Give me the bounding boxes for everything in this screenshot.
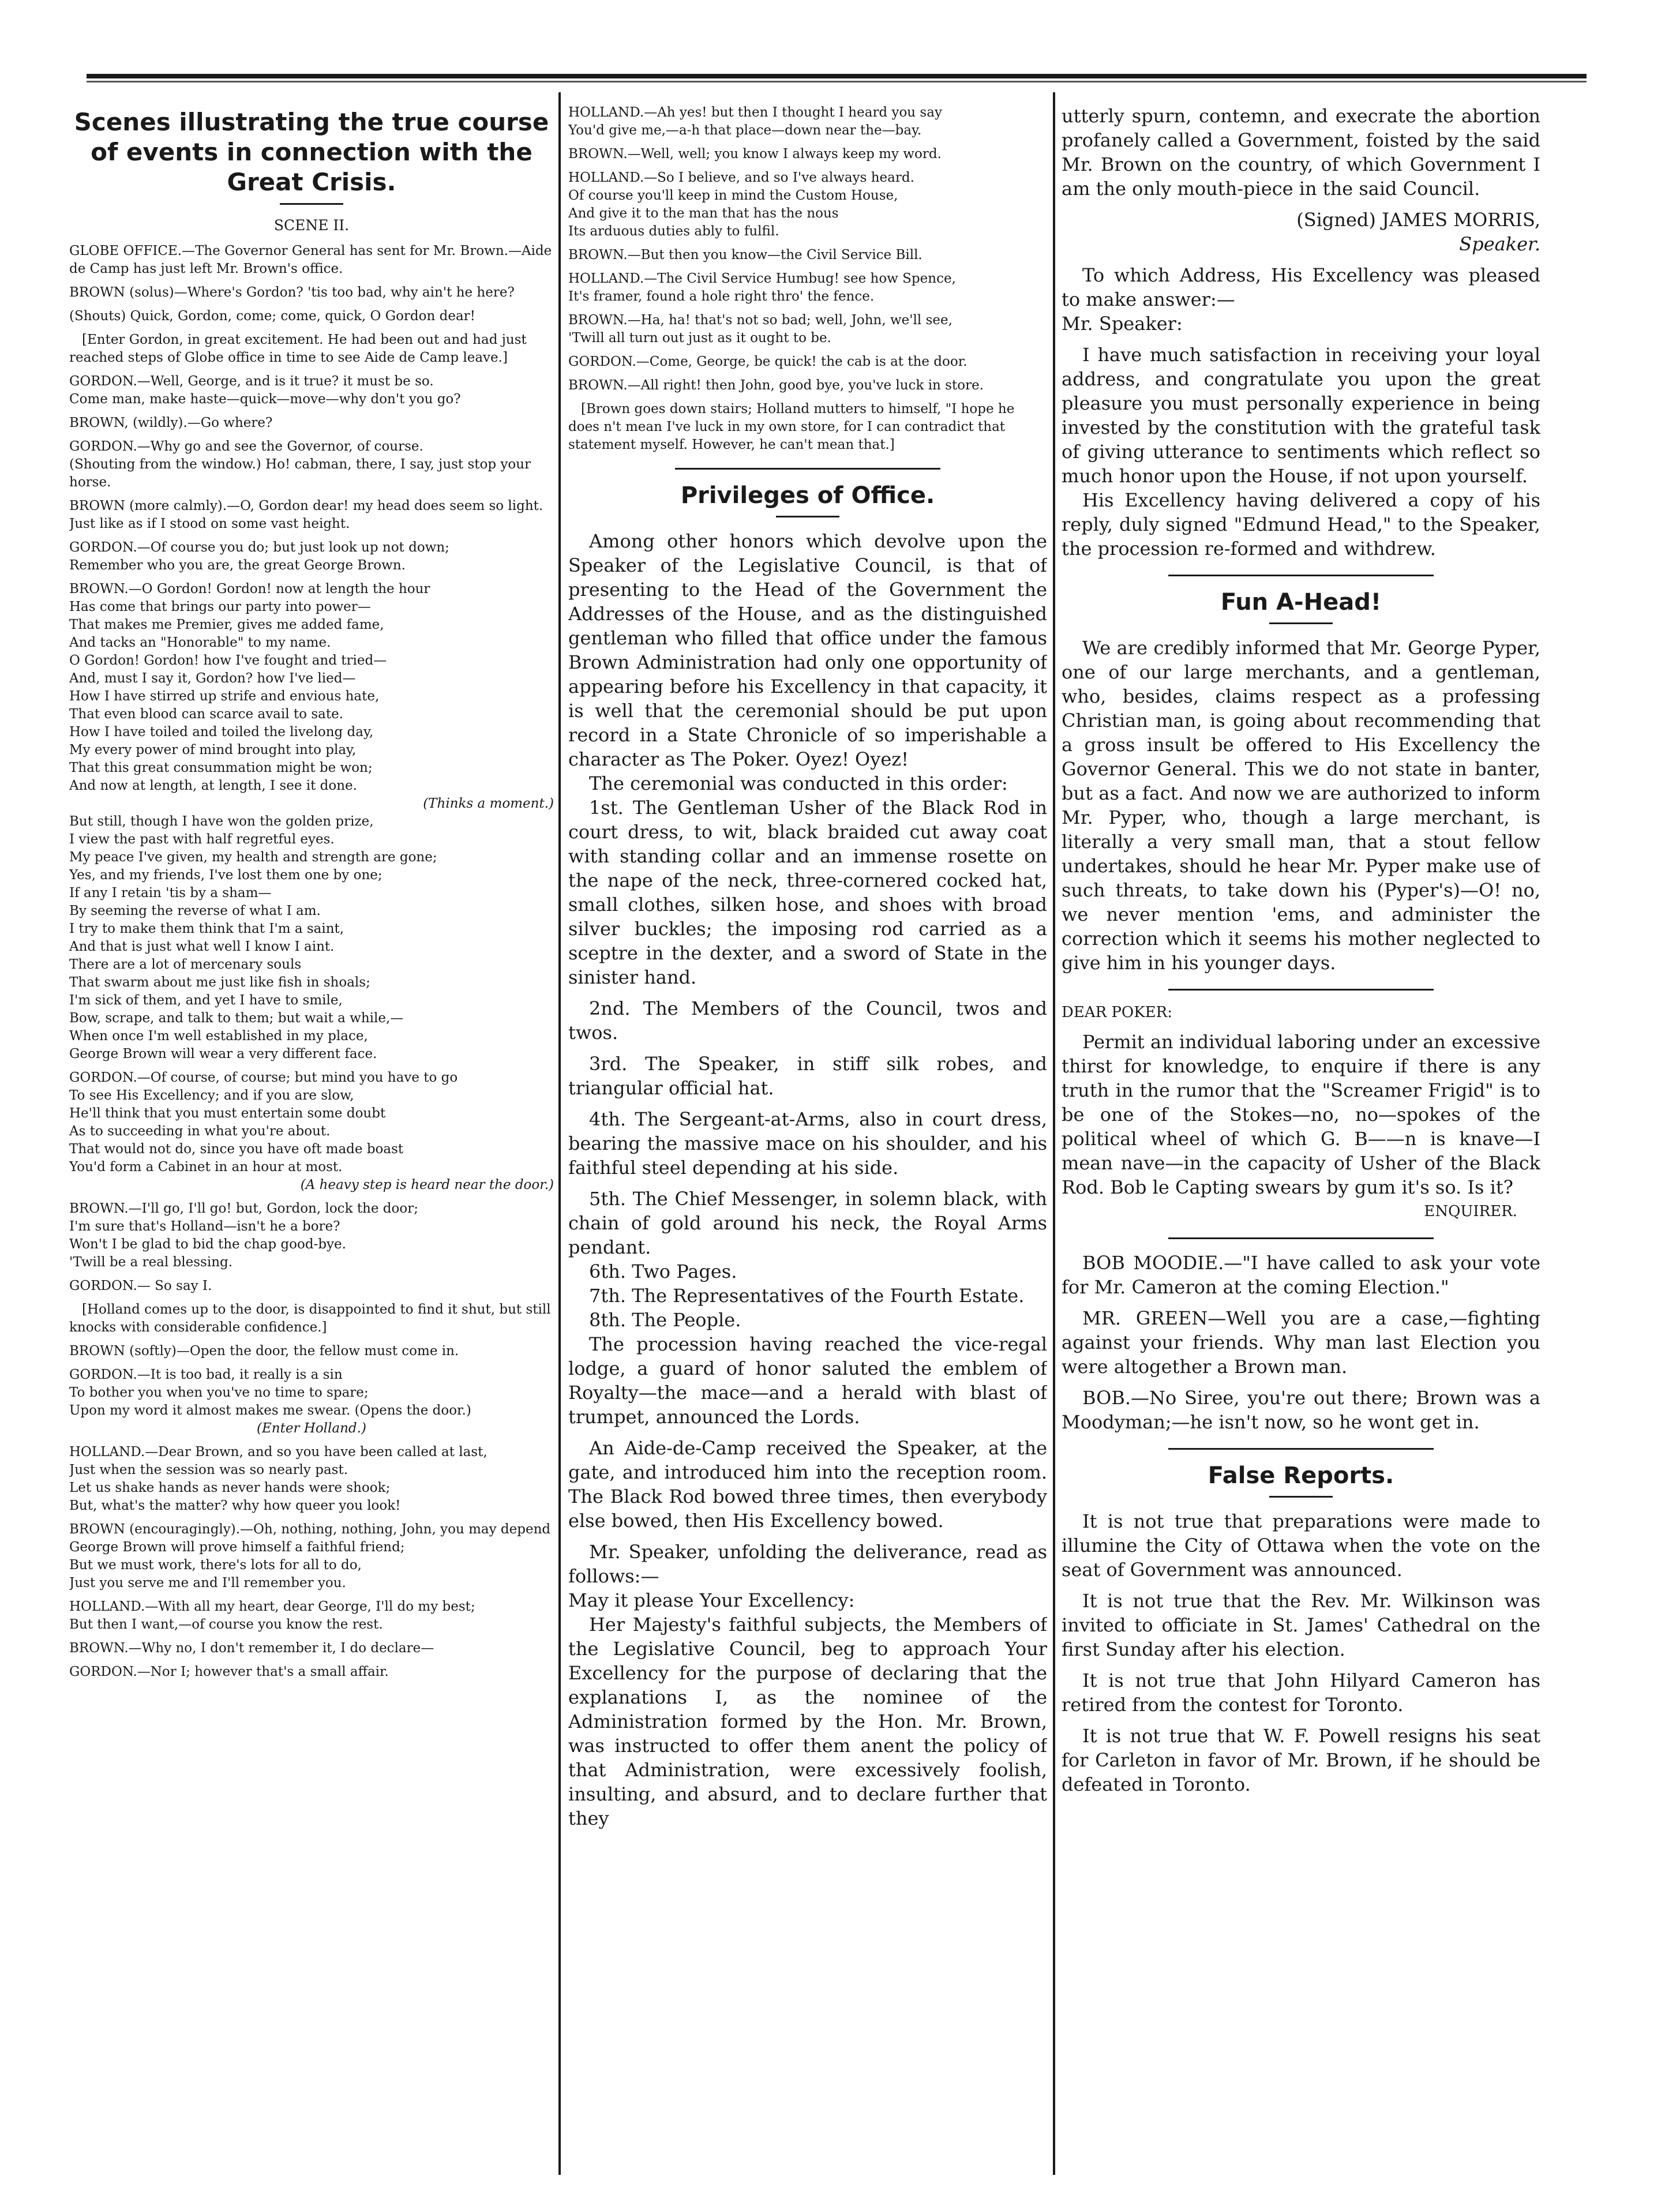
scene-line: But we must work, there's lots for all to do, [69,1558,362,1573]
paragraph: 8th. The People. [589,1309,741,1331]
scene-line: GORDON.—Nor I; however that's a small affair. [69,1664,389,1679]
heading-rule [1269,622,1333,624]
scene-line: GLOBE OFFICE.—The Governor General has sent for Mr. Brown.—Aide de Camp has just left Mr. Brown's office. [69,243,552,276]
scene-line: 'Twill all turn out just as it ought to be. [568,331,831,346]
false-reports-body [1062,1509,1540,1796]
scene-line: HOLLAND.—Ah yes! but then I thought I heard you say [568,105,942,120]
fun-ahead-body [1062,636,1540,975]
scene-line: By seeming the reverse of what I am. [69,903,321,918]
scene-line: [Holland comes up to the door, is disappointed to find it shut, but still knocks with considerable confidence.] [69,1302,551,1335]
heading-rule [1269,1496,1333,1498]
scene-line: Just like as if I stood on some vast height. [69,516,350,531]
article-title-privileges: Privileges of Office. [680,482,935,509]
article-title-scenes: Scenes illustrating the true course of events in connection with the Great Crisis. [74,108,549,196]
paragraph: 1st. The Gentleman Usher of the Black Rod in court dress, to wit, black braided cut away coat with standing collar and an immense rosette on the nape of the neck, three-cornered cocked hat, small clothes, silken hose, and shoes with broad silver buckles; the imposing rod carried as a sceptre in the dexter, and a sword of State in the sinister hand. [568,797,1047,988]
scene-line: But, what's the matter? why how queer you look! [69,1498,401,1513]
scene-line: As to succeeding in what you're about. [69,1124,331,1139]
section-rule [1168,1237,1434,1239]
paragraph: To which Address, His Excellency was pleased to make answer:— [1062,264,1540,310]
scene-line: GORDON.—Come, George, be quick! the cab is at the door. [568,354,967,369]
title-rule [280,203,343,205]
scene-line: HOLLAND.—So I believe, and so I've always heard. [568,170,914,185]
scene-line: [Enter Gordon, in great excitement. He had been out and had just reached steps of Globe office in time to see Aide de Camp leave.] [69,332,527,365]
scene-line: BROWN.—O Gordon! Gordon! now at length the hour [69,582,430,597]
scene-line: To see His Excellency; and if you are slow, [69,1088,354,1103]
scene-line: Yes, and my friends, I've lost them one by one; [69,868,382,883]
heading-rule [776,516,839,517]
paragraph: BOB MOODIE.—"I have called to ask your vote for Mr. Cameron at the coming Election." [1062,1252,1540,1298]
scene-line: Has come that brings our party into power— [69,599,371,614]
scene-line: Come man, make haste—quick—move—why don't you go? [69,392,461,407]
paragraph: The ceremonial was conducted in this order: [589,772,1008,794]
scene-line: If any I retain 'tis by a sham— [69,886,272,901]
paragraph: It is not true that preparations were made to illumine the City of Ottawa when the vote on the seat of Government was announced. [1062,1510,1540,1581]
scene-line: Its arduous duties ably to fulfil. [568,224,779,239]
section-rule [1168,989,1434,991]
scene-line: Of course you'll keep in mind the Custom House, [568,188,898,203]
scene-line: George Brown will wear a very different face. [69,1046,377,1061]
scene-continuation [568,104,1047,454]
scene-line: Remember who you are, the great George Brown. [69,558,406,573]
scene-line: BROWN.—All right! then John, good bye, you've luck in store. [568,378,984,393]
paragraph: utterly spurn, contemn, and execrate the abortion profanely called a Government, foisted by the said Mr. Brown on the country, of which Government I am the only mouth-piece in the said Council. [1062,105,1540,200]
scene-line: Upon my word it almost makes me swear. (Opens the door.) [69,1403,471,1418]
scene-line: And, must I say it, Gordon? how I've lied— [69,671,356,686]
scene-line: BROWN (solus)—Where's Gordon? 'tis too bad, why ain't he here? [69,285,515,300]
paragraph: It is not true that W. F. Powell resigns his seat for Carleton in favor of Mr. Brown, if he should be defeated in Toronto. [1062,1725,1540,1795]
masthead-rule-thin [87,81,1587,82]
scene-line: HOLLAND.—With all my heart, dear George, I'll do my best; [69,1599,475,1614]
scene-line: (A heavy step is heard near the door.) [300,1177,554,1192]
column-1 [69,104,554,2175]
scene-line: Just you serve me and I'll remember you. [69,1575,346,1590]
scene-line: Won't I be glad to bid the chap good-bye. [69,1237,346,1252]
scene-line: And give it to the man that has the nous [568,206,839,221]
paragraph: We are credibly informed that Mr. George Pyper, one of our large merchants, and a gentleman, who, besides, claims respect as a professing Christian man, is going about recommending that a gross insult be offered to His Excellency the Governor General. This we do not state in banter, but as a fact. And now we are authorized to inform Mr. Pyper, who, though a large merchant, is literally a very small man, that a stout fellow undertakes, should he hear Mr. Pyper make use of such threats, to take down his (Pyper's)—O! no, we never mention 'ems, and administer the correction which it seems his mother neglected to give him in his younger days. [1062,637,1540,974]
scene-line: GORDON.—Why go and see the Governor, of course. [69,439,423,454]
privileges-continued [1062,104,1540,561]
paragraph: MR. GREEN—Well you are a case,—fighting against your friends. Why man last Election you were altogether a Brown man. [1062,1307,1540,1378]
paragraph: 2nd. The Members of the Council, twos and twos. [568,997,1047,1044]
masthead-rule [87,74,1587,78]
column-3 [1062,104,1540,2175]
scene-line: GORDON.— So say I. [69,1278,212,1293]
scene-line: And tacks an "Honorable" to my name. [69,635,331,650]
scene-line: George Brown will prove himself a faithful friend; [69,1540,405,1555]
scene-line: 'Twill be a real blessing. [69,1255,233,1270]
scene-line: When once I'm well established in my place, [69,1029,368,1044]
paragraph: ENQUIRER. [1424,1203,1517,1220]
paragraph: I have much satisfaction in receiving your loyal address, and congratulate you upon the great pleasure you must personally experience in being invested by the constitution with the grateful task of giving utterance to sentiments which reflect so much honor upon the House, if not upon yourself. [1062,344,1540,487]
paragraph: The procession having reached the vice-regal lodge, a guard of honor saluted the emblem of Royalty—the mace—and a herald with blast of trumpet, announced the Lords. [568,1333,1047,1428]
scene-line: BROWN (encouragingly).—Oh, nothing, nothing, John, you may depend [69,1522,551,1537]
scene-line: That swarm about me just like fish in shoals; [69,975,370,990]
scene-line: Bow, scrape, and talk to them; but wait a while,— [69,1011,404,1026]
scene-lines [69,242,554,1681]
paragraph: (Signed) JAMES MORRIS, [1296,209,1540,231]
paragraph: It is not true that the Rev. Mr. Wilkinson was invited to officiate in St. James' Cathedral on the first Sunday after his election. [1062,1590,1540,1660]
scene-line: [Brown goes down stairs; Holland mutters to himself, "I hope he does n't mean I've luck in my own store, for I can contradict that statement myself. However, he can't mean that.] [568,402,1015,452]
scene-line: BROWN.—Ha, ha! that's not so bad; well, John, we'll see, [568,313,952,328]
paragraph: His Excellency having delivered a copy of his reply, duly signed "Edmund Head," to the Speaker, the procession re-formed and withdrew. [1062,489,1540,560]
scene-line: GORDON.—Of course, of course; but mind you have to go [69,1070,458,1085]
paragraph: BOB.—No Siree, you're out there; Brown was a Moodyman;—he isn't now, so he wont get in. [1062,1387,1540,1433]
paragraph: DEAR POKER: [1062,1004,1172,1021]
section-rule [675,468,940,470]
scene-line: HOLLAND.—Dear Brown, and so you have been called at last, [69,1445,487,1460]
scene-line: (Enter Holland.) [257,1421,366,1436]
scene-line: That makes me Premier, gives me added fame, [69,617,384,632]
article-title-fun-ahead: Fun A-Head! [1220,589,1382,616]
scene-line: Let us shake hands as never hands were shook; [69,1480,391,1495]
scene-line: O Gordon! Gordon! how I've fought and tried— [69,653,387,668]
scene-line: BROWN.—Well, well; you know I always keep my word. [568,147,942,162]
scene-line: You'd form a Cabinet in an hour at most. [69,1160,343,1175]
scene-line: BROWN (more calmly).—O, Gordon dear! my head does seem so light. [69,498,543,513]
article-title-false-reports: False Reports. [1208,1462,1394,1489]
scene-line: My every power of mind brought into play, [69,742,357,757]
column-divider-1 [558,92,561,2175]
paragraph: 4th. The Sergeant-at-Arms, also in court dress, bearing the massive mace on his shoulder, and his faithful steel depending at his side. [568,1108,1047,1179]
scene-text [69,216,554,1681]
section-rule [1168,575,1434,576]
paragraph: Permit an individual laboring under an excessive thirst for knowledge, to enquire if there is any truth in the rumor that the "Screamer Frigid" is to be one of the Stokes—no, no—spokes of the political wheel of which G. B——n is knave—I mean nave—in the capacity of Usher of the Black Rod. Bob le Capting swears by gum it's so. Is it? [1062,1031,1540,1198]
scene-line: I'm sure that's Holland—isn't he a bore? [69,1219,340,1234]
scene-line: But then I want,—of course you know the rest. [69,1617,383,1632]
section-rule [1168,1448,1434,1450]
scene-line: I try to make them think that I'm a saint, [69,921,344,936]
scene-line: (Thinks a moment.) [423,796,554,811]
column-2 [568,104,1047,2175]
scene-line: It's framer, found a hole right thro' the fence. [568,289,875,304]
scene-line: GORDON.—Well, George, and is it true? it must be so. [69,374,434,389]
scene-line: (Shouting from the window.) Ho! cabman, there, I say, just stop your horse. [69,457,531,490]
paragraph: Mr. Speaker: [1062,313,1183,335]
column-divider-2 [1053,92,1055,2175]
scene-line: To bother you when you've no time to spare; [69,1385,369,1400]
scene-line: You'd give me,—a-h that place—down near the—bay. [568,123,922,138]
scene-line: HOLLAND.—The Civil Service Humbug! see how Spence, [568,271,956,286]
privileges-body [568,529,1047,1830]
scene-line: That even blood can scarce avail to sate. [69,707,344,722]
paragraph: Her Majesty's faithful subjects, the Members of the Legislative Council, beg to approach Your Excellency for the purpose of declaring that the explanations I, as the nominee of the Administration formed by the Hon. Mr. Brown, was instructed to offer them anent the policy of that Administration, were excessively foolish, insulting, and absurd, and to declare further that they [568,1614,1047,1829]
scene-heading: SCENE II. [273,217,350,234]
scene-line: BROWN.—I'll go, I'll go! but, Gordon, lock the door; [69,1201,418,1216]
scene-line: BROWN.—But then you know—the Civil Service Bill. [568,247,922,262]
paragraph: 3rd. The Speaker, in stiff silk robes, and triangular official hat. [568,1053,1047,1099]
paragraph: An Aide-de-Camp received the Speaker, at the gate, and introduced him into the reception room. The Black Rod bowed three times, then everybody else bowed, then His Excellency bowed. [568,1437,1047,1532]
scene-line: How I have stirred up strife and envious hate, [69,689,380,704]
scene-line: My peace I've given, my health and strength are gone; [69,850,437,865]
scene-line: He'll think that you must entertain some doubt [69,1106,386,1121]
scene-line: (Shouts) Quick, Gordon, come; come, quick, O Gordon dear! [69,309,475,324]
paragraph: 7th. The Representatives of the Fourth Estate. [589,1285,1025,1307]
scene-line: BROWN.—Why no, I don't remember it, I do declare— [69,1641,434,1656]
scene-line: How I have toiled and toiled the livelong day, [69,725,374,740]
scene-line: BROWN, (wildly).—Go where? [69,415,273,430]
scene-line: BROWN (softly)—Open the door, the fellow must come in. [69,1344,459,1359]
paragraph: Among other honors which devolve upon the Speaker of the Legislative Council, is that of presenting to the Head of the Government the Addresses of the House, and as the distinguished gentleman who filled that office under the famous Brown Administration had only one opportunity of appearing before his Excellency in that capacity, it is well that the ceremonial should be put upon record in a State Chronicle of so imperishable a character as The Poker. Oyez! Oyez! [568,530,1047,770]
scene-line: But still, though I have won the golden prize, [69,814,374,829]
scene-line: GORDON.—It is too bad, it really is a sin [69,1367,343,1382]
scene-line: There are a lot of mercenary souls [69,957,302,972]
paragraph: 6th. Two Pages. [589,1261,737,1282]
scene-line: I'm sick of them, and yet I have to smile, [69,993,343,1008]
scene-line: GORDON.—Of course you do; but just look up not down; [69,540,449,555]
scene-line: Just when the session was so nearly past. [69,1462,348,1477]
scene-line: And now at length, at length, I see it done. [69,778,357,793]
scene-line: I view the past with half regretful eyes. [69,832,335,847]
scene-line: That would not do, since you have oft made boast [69,1142,404,1157]
scene-line: That this great consummation might be won; [69,760,373,775]
paragraph: Speaker. [1459,233,1540,255]
paragraph: May it please Your Excellency: [568,1589,855,1611]
letter-body [1062,1002,1540,1224]
paragraph: It is not true that John Hilyard Cameron has retired from the contest for Toronto. [1062,1670,1540,1716]
paragraph: 5th. The Chief Messenger, in solemn black, with chain of gold around his neck, the Royal Arms pendant. [568,1188,1047,1258]
paragraph: Mr. Speaker, unfolding the deliverance, read as follows:— [568,1541,1047,1587]
dialogue-body [1062,1251,1540,1434]
scene-line: And that is just what well I know I aint. [69,939,335,954]
